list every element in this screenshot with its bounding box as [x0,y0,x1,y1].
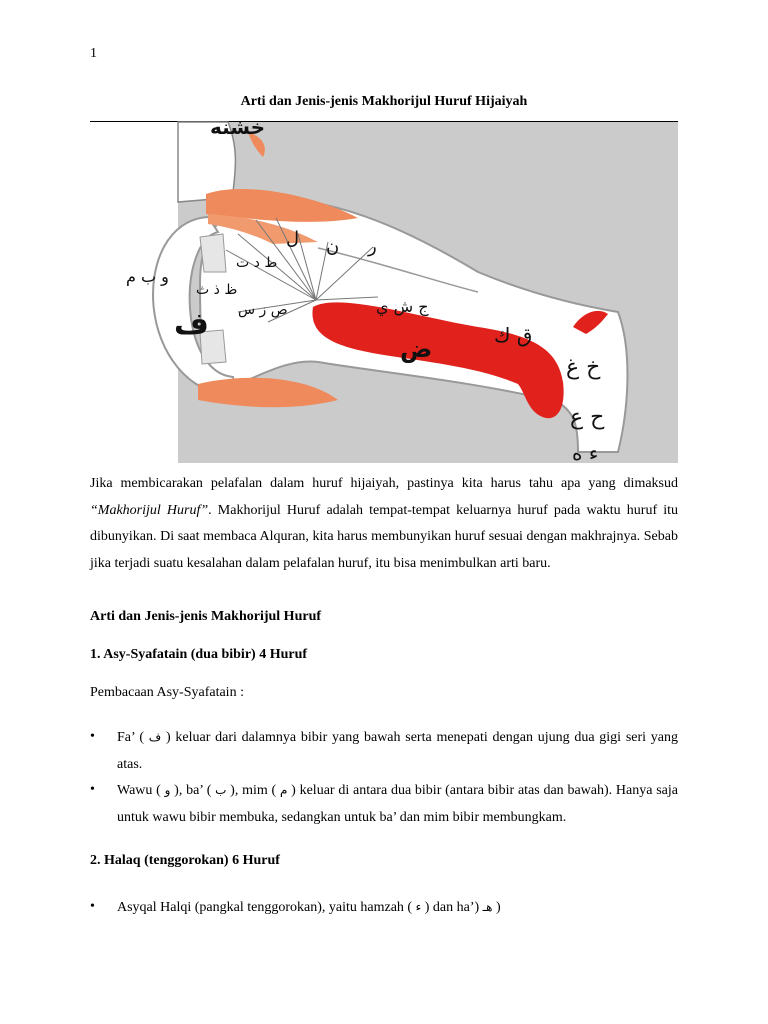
label-throat-2: ح ع [570,405,605,430]
bullet-fa-text: Fa’ ( ف ) keluar dari dalamnya bibir yang bawah serta menepati dengan ujung dua gigi seri yang atas. [117,730,678,772]
makhraj-diagram [126,115,678,465]
label-teeth-letters-1: ظ ذ ث [196,282,238,298]
label-ra: ر [368,236,377,257]
upper-teeth [200,234,226,272]
label-tip-letters: ط د ت [236,255,278,271]
intro-text-before: Jika membicarakan pelafalan dalam huruf hijaiyah, pastinya kita harus tahu apa yang dimaksud [90,476,678,491]
section-heading: Arti dan Jenis-jenis Makhorijul Huruf [90,609,322,624]
section2-heading: 2. Halaq (tenggorokan) 6 Huruf [90,853,280,868]
label-teeth-letters-2: ص ز س [238,302,288,318]
document-title: Arti dan Jenis-jenis Makhorijul Huruf Hijaiyah [240,94,528,109]
bullet-dot: • [90,729,95,744]
section1-heading: 1. Asy-Syafatain (dua bibir) 4 Huruf [90,647,308,662]
label-lam: ل [286,228,300,249]
intro-term: “Makhorijul Huruf” [90,502,209,518]
label-lip-letters: و ب م [126,267,169,286]
bullet-wawu-ba-mim [90,777,678,831]
bullet-asyqal-halqi [90,894,678,922]
label-dhad: ض [400,335,433,363]
bullet-asyqal-halqi-text: Asyqal Halqi (pangkal tenggorokan), yaitu hamzah ( ء ) dan ha’) هـ ) [117,900,501,915]
label-throat-3: ء ه [572,441,599,465]
page-number: 1 [90,46,97,61]
label-nose-letters: خشنه [210,115,266,139]
label-fa: ف [174,307,209,342]
bullet-wawu-ba-mim-text: Wawu ( و ), ba’ ( ب ), mim ( م ) keluar di antara dua bibir (antara bibir atas dan bawah). Hanya saja untuk wawu bibir membuka, sedangkan untuk ba’ dan mim bibir membungkam. [117,783,678,825]
section1-intro: Pembacaan Asy-Syafatain : [90,685,244,700]
bullet-dot: • [90,899,95,914]
bullet-dot: • [90,782,95,797]
label-nun: ن [326,236,340,257]
label-throat-1: خ غ [566,355,601,380]
label-back-letters: ق ك [494,323,533,347]
intro-text-after: . Makhorijul Huruf adalah tempat-tempat keluarnya huruf pada waktu huruf itu dibunyikan. Di saat membaca Alquran, kita harus membunyikan huruf sesuai dengan makhrajnya. Sebab jika terjadi suatu kesalahan dalam pelafalan huruf, itu bisa menimbulkan arti baru. [90,502,679,571]
intro-paragraph [90,471,678,577]
bullet-fa [90,724,678,778]
label-mid-letters: ج ش ي [376,297,429,316]
